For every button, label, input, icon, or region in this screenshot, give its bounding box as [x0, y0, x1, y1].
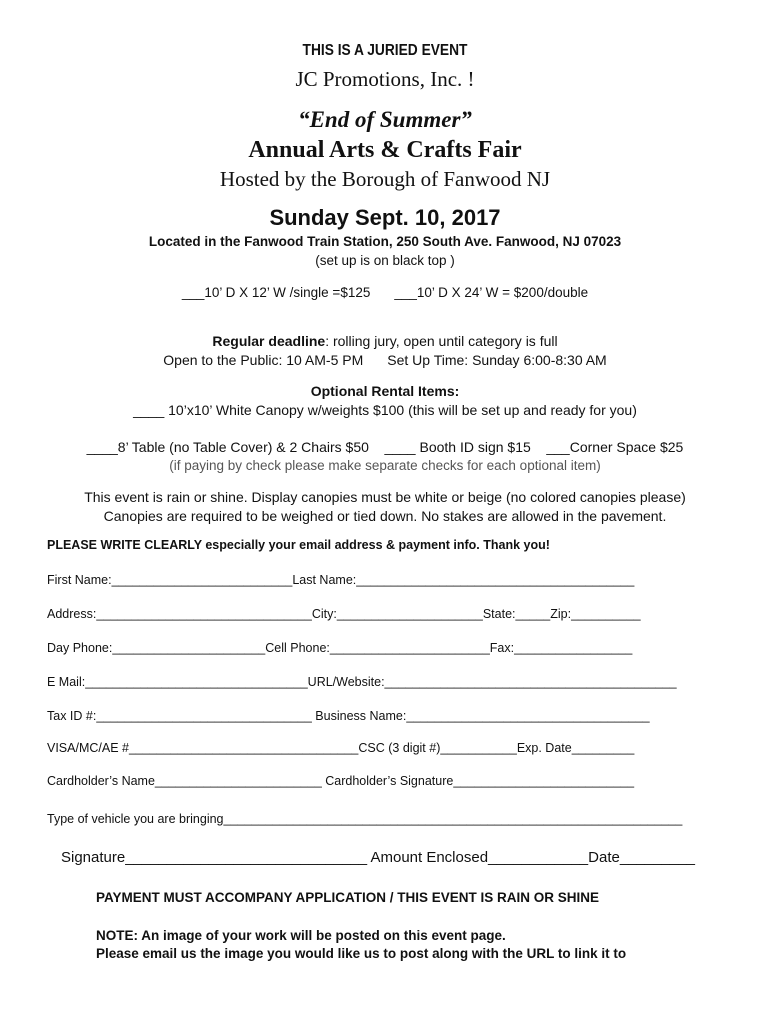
event-date: Sunday Sept. 10, 2017	[269, 205, 501, 230]
email-field-line[interactable]: E Mail:________________________________URL/Website:__________________________________________	[47, 675, 677, 689]
deadline-line	[0, 333, 770, 349]
company-name: JC Promotions, Inc. !	[295, 67, 475, 91]
corner-option: ___Corner Space $25	[546, 439, 684, 455]
phone-field-line[interactable]: Day Phone:______________________Cell Phone:_______________________Fax:_________________	[47, 641, 633, 655]
event-location: Located in the Fanwood Train Station, 250 South Ave. Fanwood, NJ 07023	[148, 234, 622, 249]
signature-field-line[interactable]: Signature_____________________________ Amount Enclosed____________Date_________	[61, 849, 695, 866]
public-hours: Open to the Public: 10 AM-5 PM	[163, 352, 364, 368]
hours-line	[0, 352, 770, 368]
image-note-1: NOTE: An image of your work will be posted on this event page.	[96, 928, 506, 943]
setup-time: Set Up Time: Sunday 6:00-8:30 AM	[387, 352, 607, 368]
host-line: Hosted by the Borough of Fanwood NJ	[219, 167, 551, 191]
canopy-option: ____ 10’x10’ White Canopy w/weights $100 (this will be set up and ready for you)	[133, 402, 637, 418]
payment-notice: PAYMENT MUST ACCOMPANY APPLICATION / THIS EVENT IS RAIN OR SHINE	[96, 890, 600, 905]
vehicle-field-line[interactable]: Type of vehicle you are bringing__________________________________________________________________	[47, 812, 683, 826]
setup-note: (set up is on black top )	[315, 253, 455, 268]
booth-double: ___10’ D X 24’ W = $200/double	[394, 285, 589, 300]
tax-id-field-line[interactable]: Tax ID #:_______________________________ Business Name:___________________________________	[47, 709, 650, 723]
table-option: ____8’ Table (no Table Cover) & 2 Chairs $50	[86, 439, 369, 455]
optional-items-row	[0, 439, 770, 455]
booth-options	[0, 285, 770, 300]
credit-card-field-line[interactable]: VISA/MC/AE #_________________________________CSC (3 digit #)___________Exp. Date_________	[47, 741, 635, 755]
event-title: “End of Summer”	[298, 107, 472, 132]
address-field-line[interactable]: Address:_______________________________City:_____________________State:_____Zip:__________	[47, 607, 641, 621]
deadline-label: Regular deadline	[212, 333, 326, 349]
image-note-2: Please email us the image you would like us to post along with the URL to link it to	[96, 946, 627, 961]
rules-line-1: This event is rain or shine. Display canopies must be white or beige (no colored canopies please)	[84, 489, 686, 505]
optional-items-title: Optional Rental Items:	[310, 383, 460, 399]
cardholder-field-line[interactable]: Cardholder’s Name________________________ Cardholder’s Signature__________________________	[47, 774, 635, 788]
juried-event-heading: THIS IS A JURIED EVENT	[302, 42, 468, 59]
name-field-line[interactable]: First Name:__________________________Last Name:________________________________________	[47, 573, 635, 587]
check-note: (if paying by check please make separate checks for each optional item)	[169, 458, 601, 473]
write-clearly-instruction: PLEASE WRITE CLEARLY especially your email address & payment info. Thank you!	[47, 538, 550, 552]
fair-name: Annual Arts & Crafts Fair	[248, 137, 522, 163]
rules-line-2: Canopies are required to be weighed or tied down. No stakes are allowed in the pavement.	[103, 508, 667, 524]
booth-single: ___10’ D X 12’ W /single =$125	[181, 285, 371, 300]
deadline-text: : rolling jury, open until category is full	[325, 333, 558, 349]
booth-sign-option: ____ Booth ID sign $15	[384, 439, 531, 455]
